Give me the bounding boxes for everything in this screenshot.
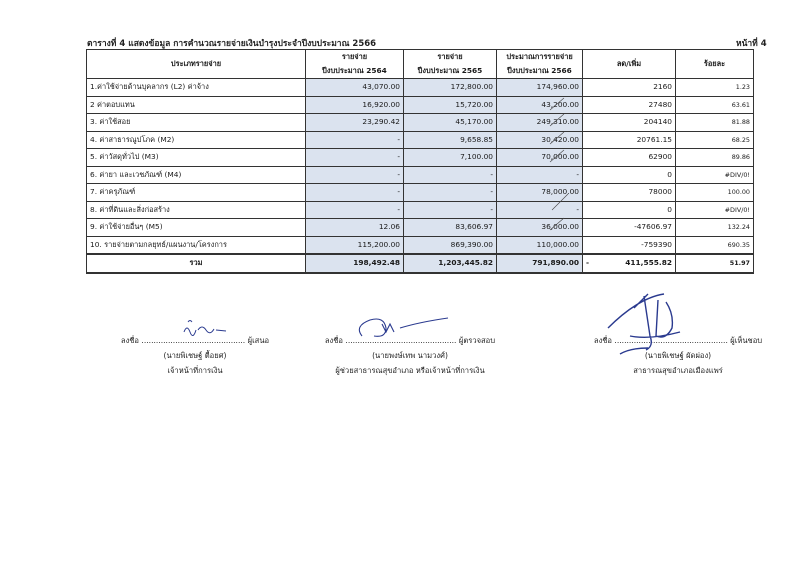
cell-label: 6. ค่ายา และเวชภัณฑ์ (M4) [87, 166, 306, 184]
budget-table [86, 49, 754, 274]
col-header-2566-line2: ปีงบประมาณ 2566 [507, 66, 572, 75]
col-header-change: ลด/เพิ่ม [583, 50, 676, 79]
cell-2566: 30,420.00 [497, 131, 583, 149]
cell-2565: 83,606.97 [404, 219, 497, 237]
sign-prefix: ลงชื่อ [120, 336, 139, 345]
col-header-2565-line1: รายจ่าย [437, 52, 463, 61]
cell-2564: 198,492.48 [306, 254, 404, 273]
cell-change: 204140 [583, 114, 676, 132]
cell-label: 2 ค่าตอบแทน [87, 96, 306, 114]
cell-percent: 1.23 [676, 79, 754, 97]
total-sign: - [586, 258, 590, 268]
cell-2565: 15,720.00 [404, 96, 497, 114]
table-row [87, 236, 754, 254]
cell-2565: - [404, 166, 497, 184]
cell-2565: - [404, 184, 497, 202]
cell-label: 4. ค่าสาธารณูปโภค (M2) [87, 131, 306, 149]
cell-2566: 43,200.00 [497, 96, 583, 114]
sign-role: ผู้เสนอ [247, 336, 270, 345]
table-row [87, 79, 754, 97]
cell-change: 62900 [583, 149, 676, 167]
cell-2566: 78,000.00 [497, 184, 583, 202]
cell-2566: 70,000.00 [497, 149, 583, 167]
cell-label: 8. ค่าที่ดินและสิ่งก่อสร้าง [87, 201, 306, 219]
check-marks [540, 82, 580, 262]
cell-2566: 249,310.00 [497, 114, 583, 132]
sign-prefix: ลงชื่อ [324, 336, 343, 345]
cell-2566: - [497, 166, 583, 184]
handwritten-signature-reviewer [352, 314, 462, 342]
cell-2566: - [497, 201, 583, 219]
col-header-2565 [404, 50, 497, 79]
cell-2564: - [306, 184, 404, 202]
sign-role: ผู้เห็นชอบ [730, 336, 763, 345]
cell-change: 27480 [583, 96, 676, 114]
sign-dots: ............................................... [614, 336, 728, 345]
cell-2564: - [306, 131, 404, 149]
cell-2566: 791,890.00 [497, 254, 583, 273]
table-header-row [87, 50, 754, 79]
sign-role: ผู้ตรวจสอบ [458, 336, 496, 345]
cell-label: 10. รายจ่ายตามกลยุทธ์/แผนงาน/โครงการ [87, 236, 306, 254]
cell-2566: 174,960.00 [497, 79, 583, 97]
cell-percent: 690.35 [676, 236, 754, 254]
cell-label: 5. ค่าวัสดุทั่วไป (M3) [87, 149, 306, 167]
col-header-2566 [497, 50, 583, 79]
cell-change: 0 [583, 201, 676, 219]
table-row [87, 149, 754, 167]
table-row [87, 131, 754, 149]
cell-2566: 110,000.00 [497, 236, 583, 254]
cell-percent: 132.24 [676, 219, 754, 237]
cell-label: รวม [87, 254, 306, 273]
cell-change: -759390 [583, 236, 676, 254]
cell-change: 20761.15 [583, 131, 676, 149]
handwritten-signature-proposer [180, 316, 240, 340]
cell-change: 2160 [583, 79, 676, 97]
cell-2564: 16,920.00 [306, 96, 404, 114]
sign-dots: ........................................... [141, 336, 246, 345]
col-header-2566-line1: ประมาณการรายจ่าย [506, 52, 573, 61]
table-row [87, 201, 754, 219]
cell-2565: 1,203,445.82 [404, 254, 497, 273]
signer-name: (นายพงษ์เทพ นามวงศ์) [372, 351, 448, 360]
cell-2566: 36,000.00 [497, 219, 583, 237]
handwritten-signature-approver [600, 288, 710, 360]
cell-percent: 51.97 [676, 254, 754, 273]
cell-2564: 43,070.00 [306, 79, 404, 97]
col-header-2564-line2: ปีงบประมาณ 2564 [322, 66, 387, 75]
cell-2564: 115,200.00 [306, 236, 404, 254]
cell-percent: 68.25 [676, 131, 754, 149]
cell-percent: 63.61 [676, 96, 754, 114]
cell-percent: #DIV/0! [676, 201, 754, 219]
table-body [87, 79, 754, 273]
col-header-2564 [306, 50, 404, 79]
sign-dots: .............................................. [345, 336, 457, 345]
table-row [87, 96, 754, 114]
cell-2565: - [404, 201, 497, 219]
cell-change: 0 [583, 166, 676, 184]
cell-2564: - [306, 201, 404, 219]
table-row [87, 219, 754, 237]
cell-2564: 23,290.42 [306, 114, 404, 132]
col-header-type: ประเภทรายจ่าย [87, 50, 306, 79]
col-header-2565-line2: ปีงบประมาณ 2565 [417, 66, 483, 75]
cell-label: 3. ค่าใช้สอย [87, 114, 306, 132]
cell-change: - 411,555.82 [583, 254, 676, 273]
table-row [87, 166, 754, 184]
cell-2565: 172,800.00 [404, 79, 497, 97]
cell-percent: 89.86 [676, 149, 754, 167]
cell-percent: 81.88 [676, 114, 754, 132]
cell-change: -47606.97 [583, 219, 676, 237]
signer-position: สาธารณสุขอำเภอเมืองแพร่ [633, 366, 723, 375]
col-header-percent: ร้อยละ [676, 50, 754, 79]
cell-label: 1.ค่าใช้จ่ายด้านบุคลากร (L2) ค่าจ้าง [87, 79, 306, 97]
sign-prefix: ลงชื่อ [593, 336, 612, 345]
signer-position: เจ้าหน้าที่การเงิน [167, 366, 223, 375]
total-row [87, 254, 754, 273]
col-header-2564-line1: รายจ่าย [341, 52, 368, 61]
signer-position: ผู้ช่วยสาธารณสุขอำเภอ หรือเจ้าหน้าที่การเงิน [335, 366, 485, 375]
cell-change: 78000 [583, 184, 676, 202]
cell-2564: 12.06 [306, 219, 404, 237]
cell-2565: 45,170.00 [404, 114, 497, 132]
cell-label: 9. ค่าใช้จ่ายอื่นๆ (M5) [87, 219, 306, 237]
page-number: หน้าที่ 4 [736, 39, 767, 49]
cell-2564: - [306, 149, 404, 167]
signer-name: (นายพิเชษฐ์ ตื้อยศ) [163, 351, 227, 360]
cell-2565: 869,390.00 [404, 236, 497, 254]
cell-2565: 7,100.00 [404, 149, 497, 167]
cell-2565: 9,658.85 [404, 131, 497, 149]
table-row [87, 184, 754, 202]
table-row [87, 114, 754, 132]
cell-percent: 100.00 [676, 184, 754, 202]
cell-percent: #DIV/0! [676, 166, 754, 184]
signer-name: (นายพิเชษฐ์ ผัดผ่อง) [644, 351, 712, 360]
cell-label: 7. ค่าครุภัณฑ์ [87, 184, 306, 202]
cell-2564: - [306, 166, 404, 184]
header-title: ตารางที่ 4 แสดงข้อมูล การคำนวณรายจ่ายเงินบำรุงประจำปีงบประมาณ 2566 [87, 39, 377, 49]
